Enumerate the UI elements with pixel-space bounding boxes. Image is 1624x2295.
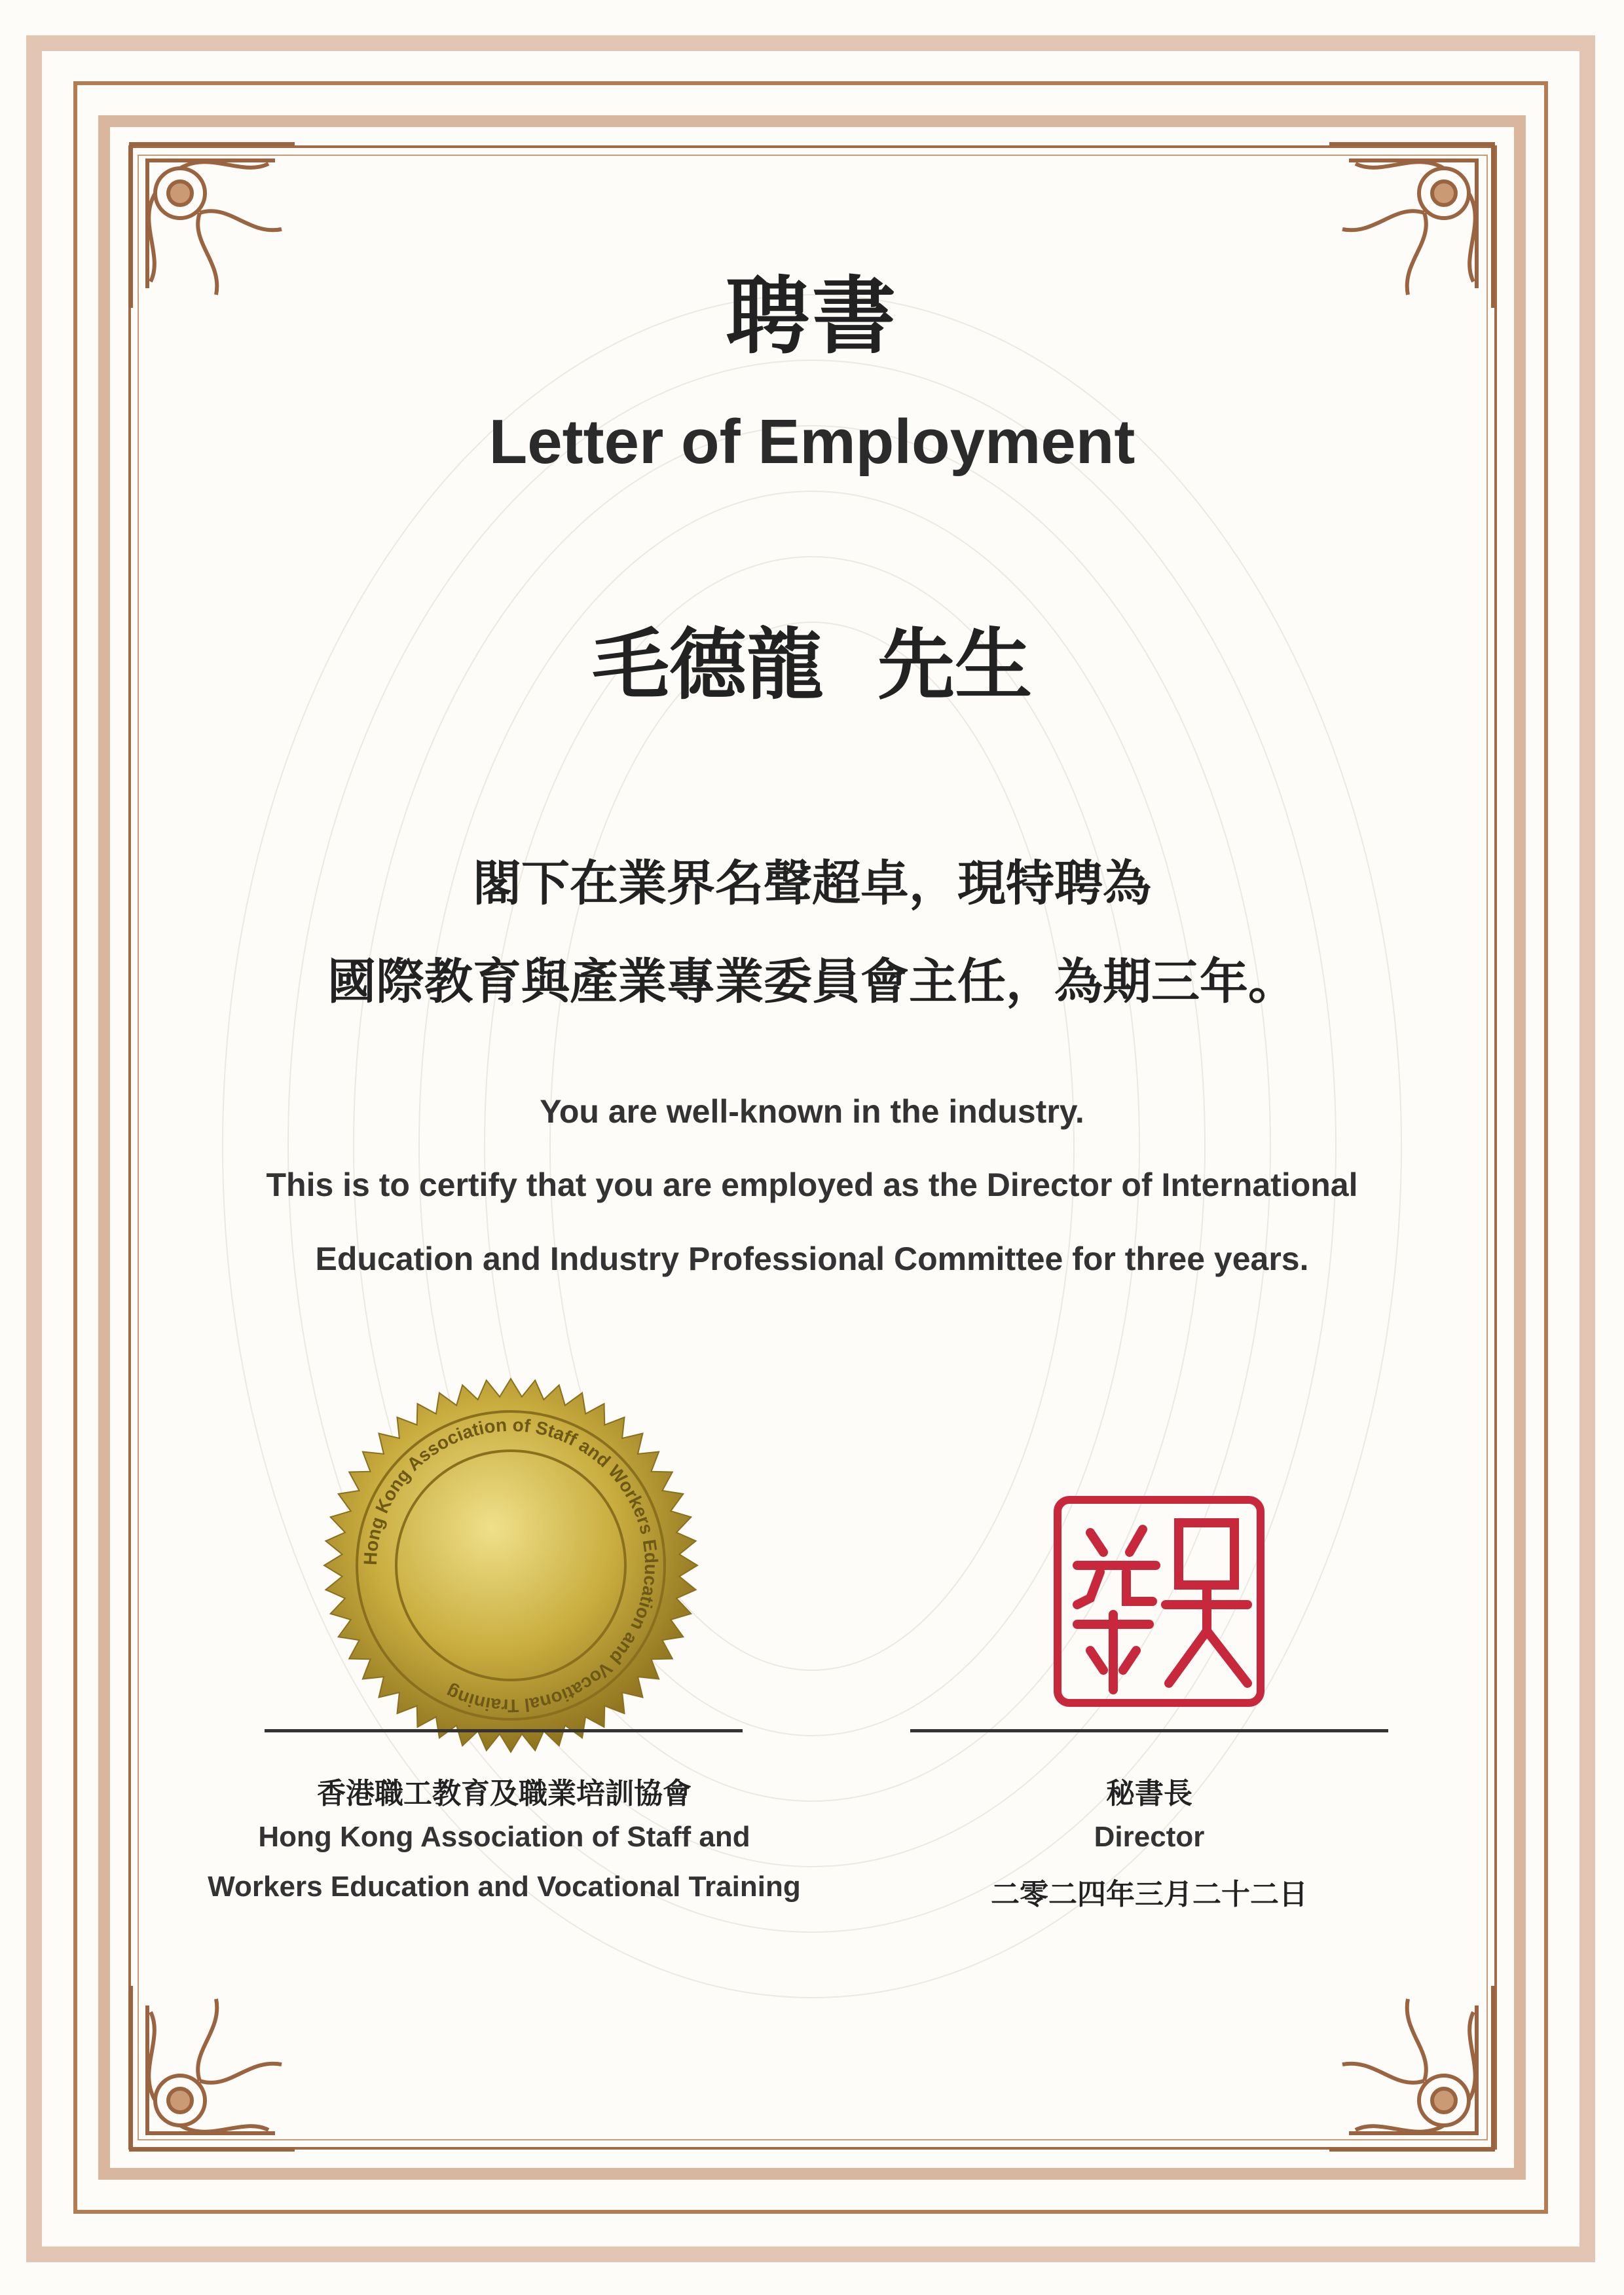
title-chinese: 聘書 (725, 268, 898, 365)
organization-name-chinese: 香港職工教育及職業培訓協會 (317, 1777, 692, 1810)
recipient (0, 603, 1624, 714)
seal-ring-text: Hong Kong Association of Staff and Workers Education and Vocational Training (360, 1414, 662, 1717)
body-chinese-line-2: 國際教育與產業專業委員會主任，為期三年。 (327, 954, 1297, 1010)
corner-ornament-bottom-left (118, 1973, 308, 2163)
recipient-honorific: 先生 (877, 620, 1033, 710)
corner-ornament-bottom-right (1316, 1973, 1506, 2163)
issue-date: 二零二四年三月二十二日 (991, 1878, 1308, 1911)
red-name-stamp (1051, 1493, 1267, 1709)
title-english: Letter of Employment (489, 407, 1135, 477)
gold-seal (282, 1369, 740, 1762)
body-chinese-line-1: 閣下在業界名聲超卓，現特聘為 (473, 855, 1151, 912)
signature-line-left (265, 1729, 743, 1732)
organization-name-english-line-2: Workers Education and Vocational Training (208, 1871, 801, 1903)
organization-name-english-line-1: Hong Kong Association of Staff and (258, 1821, 750, 1853)
body-english-line-3: Education and Industry Professional Committee for three years. (315, 1241, 1309, 1277)
body-english-line-2: This is to certify that you are employed as the Director of International (266, 1166, 1358, 1203)
signatory-title-chinese: 秘書長 (1106, 1777, 1192, 1810)
body-english-line-1: You are well-known in the industry. (540, 1093, 1084, 1130)
signatory-title-english: Director (1094, 1821, 1205, 1853)
signature-line-right (910, 1729, 1388, 1732)
recipient-name: 毛德龍 (591, 620, 824, 710)
